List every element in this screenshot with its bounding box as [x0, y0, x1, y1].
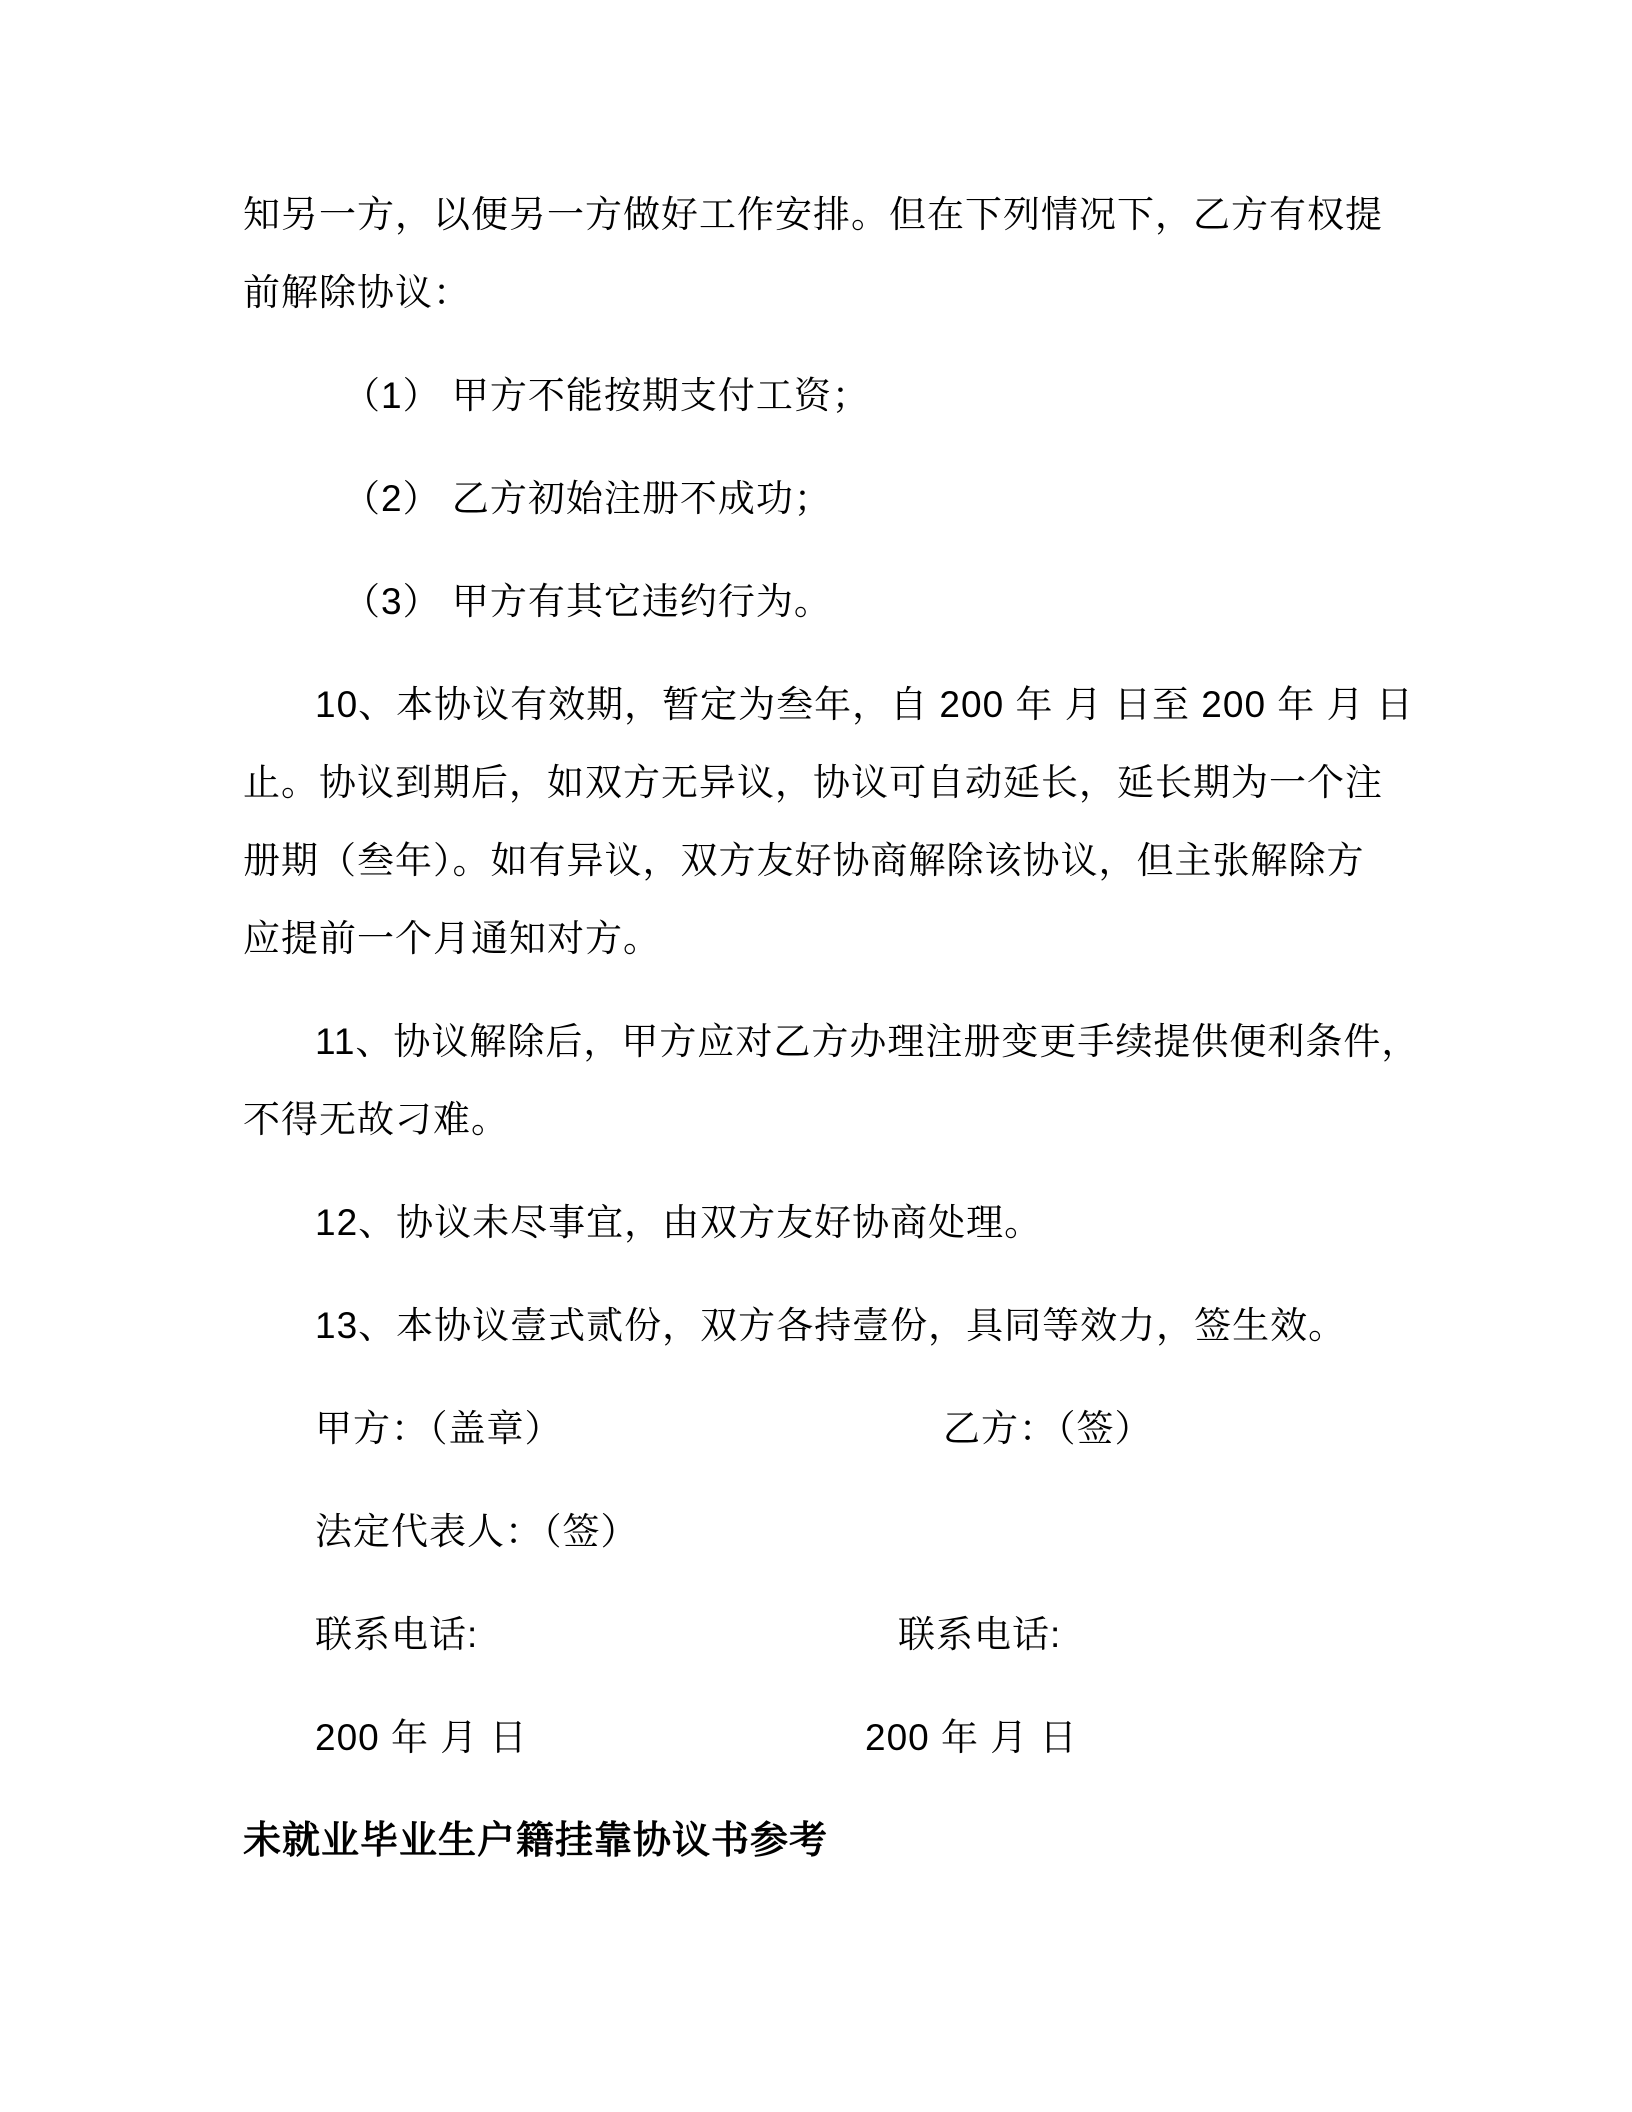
- text-line: 前解除协议：: [243, 272, 471, 313]
- text-line: 知另一方，以便另一方做好工作安排。但在下列情况下，乙方有权提: [243, 194, 1383, 235]
- list-item-1: [243, 357, 1462, 435]
- signature-row: [243, 1390, 1462, 1468]
- text-line: 应提前一个月通知对方。: [243, 918, 661, 959]
- text-line: 11、协议解除后，甲方应对乙方办理注册变更手续提供便利条件，: [315, 1021, 1420, 1062]
- text-line: 止。协议到期后，如双方无异议，协议可自动延长，延长期为一个注: [243, 762, 1383, 803]
- paragraph-continuation: [243, 176, 1462, 332]
- clause-11: [243, 1003, 1462, 1159]
- legal-representative-label: 法定代表人：（签）: [315, 1511, 639, 1552]
- text-line: 不得无故刁难。: [243, 1099, 509, 1140]
- clause-13: [243, 1287, 1462, 1365]
- party-a-date-label: 200 年 月 日: [315, 1717, 528, 1758]
- list-item-2: [243, 460, 1462, 538]
- date-row: [243, 1699, 1462, 1777]
- text-line: 12、协议未尽事宜，由双方友好协商处理。: [315, 1202, 1043, 1243]
- text-line: （2） 乙方初始注册不成功；: [343, 478, 832, 519]
- text-line: （1） 甲方不能按期支付工资；: [343, 375, 870, 416]
- clause-12: [243, 1184, 1462, 1262]
- text-line: （3） 甲方有其它违约行为。: [343, 581, 832, 622]
- clause-10: [243, 666, 1462, 978]
- party-a-phone-label: 联系电话:: [315, 1614, 479, 1655]
- list-item-3: [243, 563, 1462, 641]
- text-line: 册期（叁年）。如有异议，双方友好协商解除该协议，但主张解除方: [243, 840, 1365, 881]
- text-line: 10、本协议有效期，暂定为叁年，自 200 年 月 日至 200 年 月 日: [315, 684, 1414, 725]
- party-a-signature-label: 甲方：（盖章）: [315, 1408, 563, 1449]
- legal-representative-row: [243, 1493, 1462, 1571]
- party-b-signature-label: 乙方：（签）: [943, 1408, 1153, 1449]
- text-line: 13、本协议壹式贰份，双方各持壹份，具同等效力，签生效。: [315, 1305, 1347, 1346]
- party-b-date-label: 200 年 月 日: [865, 1717, 1078, 1758]
- phone-row: [243, 1596, 1462, 1674]
- party-b-phone-label: 联系电话:: [898, 1614, 1062, 1655]
- footer-section-title: 未就业毕业生户籍挂靠协议书参考: [243, 1820, 829, 1862]
